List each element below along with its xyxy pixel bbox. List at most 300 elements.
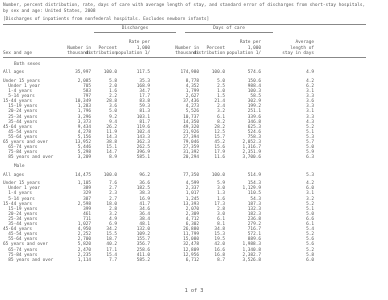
row-value: 14,350 <box>183 119 199 125</box>
row-value: 797 <box>83 94 91 100</box>
row-value: 8.7 <box>217 257 225 263</box>
row-label: 25-34 years <box>3 114 38 120</box>
header-days-number-line: Number in <box>175 45 199 51</box>
row-value: 387 <box>83 196 91 202</box>
row-value: 758.3 <box>247 134 261 140</box>
row-label: 75-84 years <box>3 252 38 258</box>
row-value: 2,052.3 <box>242 140 261 145</box>
row-value: 251.1 <box>247 109 261 115</box>
table-row <box>0 258 388 263</box>
row-value: 58.5 <box>250 94 261 100</box>
row-label: 65 years and over <box>3 242 48 248</box>
row-label: 15-19 years <box>3 104 38 110</box>
header-days-percent-line: Percent <box>206 45 225 51</box>
row-label: 85 years and over <box>3 257 54 263</box>
row-value: 5.1 <box>306 206 314 212</box>
row-value: 514.9 <box>247 172 261 178</box>
row-value: 15,080 <box>183 237 199 243</box>
row-label: Under 1 year <box>3 186 41 192</box>
row-value: 6.0 <box>306 186 314 192</box>
row-value: 3,296 <box>77 114 91 120</box>
row-value: 4,352 <box>185 83 199 89</box>
row-value: 5,298 <box>77 150 91 156</box>
row-value: 1.3 <box>217 191 225 197</box>
row-value: 27,394 <box>183 134 199 140</box>
row-value: 5,526 <box>185 109 199 115</box>
row-value: 182.3 <box>247 211 261 217</box>
row-label: 45-64 years <box>3 227 33 233</box>
row-value: 4,599 <box>185 181 199 187</box>
row-label: 15-44 years <box>3 201 33 207</box>
row-value: 1,283 <box>77 104 91 110</box>
row-label: 55-64 years <box>3 237 38 243</box>
title-line-3: [Discharges of inpatients from nonfederal hospitals. Excludes newborn infants] <box>3 17 210 22</box>
row-value: 4.2 <box>306 78 314 84</box>
row-value: 10,737 <box>183 114 199 120</box>
row-value: 5.4 <box>306 227 314 233</box>
row-value: 2.8 <box>217 206 225 212</box>
row-value: 1,027 <box>77 222 91 227</box>
row-value: 585.1 <box>136 155 150 161</box>
row-value: 38.3 <box>139 191 150 197</box>
row-label: 5-14 years <box>3 196 35 202</box>
row-value: 356.7 <box>136 242 150 248</box>
row-value: 15.4 <box>106 252 117 258</box>
row-value: 11.9 <box>106 129 117 135</box>
row-label: 65-74 years <box>3 145 38 151</box>
row-value: 3,373 <box>77 119 91 125</box>
row-value: 35.3 <box>139 78 150 84</box>
row-value: 155.7 <box>136 237 150 243</box>
row-value: 110.5 <box>247 191 261 197</box>
row-value: 5.0 <box>217 78 225 84</box>
row-value: 20,294 <box>183 155 199 161</box>
row-value: 1,245 <box>185 196 199 202</box>
row-label: 35-44 years <box>3 222 38 227</box>
row-value: 5.2 <box>306 201 314 207</box>
row-value: 1.0 <box>217 89 225 94</box>
row-value: 96.2 <box>139 172 150 178</box>
row-value: 5.9 <box>306 150 314 156</box>
row-value: 2.7 <box>109 196 117 202</box>
row-label: 45-54 years <box>3 232 38 238</box>
row-value: 711 <box>83 216 91 222</box>
row-value: 3,700.6 <box>242 155 261 161</box>
row-value: 150.6 <box>247 78 261 84</box>
section-heading: Both sexes <box>14 62 41 67</box>
row-value: 7.7 <box>109 257 117 263</box>
title-line-1: Number, percent distribution, rate, days of care with average length of stay, and standard error of discharges from short-stay hospitals, <box>3 3 366 8</box>
row-value: 705 <box>83 83 91 89</box>
row-value: 38.8 <box>106 140 117 145</box>
row-value: 21.4 <box>214 99 225 105</box>
row-value: 59.3 <box>139 104 150 110</box>
row-value: 17.9 <box>214 150 225 156</box>
row-value: 4.9 <box>306 70 314 76</box>
row-value: 583 <box>83 89 91 94</box>
row-label: 45-54 years <box>3 129 38 135</box>
row-value: 16.6 <box>214 247 225 253</box>
row-value: 236.8 <box>247 216 261 222</box>
row-value: 2,085 <box>77 78 91 84</box>
row-value: 6.1 <box>306 222 314 227</box>
row-value: 1.6 <box>217 196 225 202</box>
row-value: 625.3 <box>247 124 261 130</box>
row-value: 37,436 <box>183 99 199 105</box>
row-value: 26.2 <box>106 124 117 130</box>
row-value: 174,980 <box>180 70 199 76</box>
row-label: All ages <box>3 70 25 76</box>
row-value: 12,809 <box>183 247 199 253</box>
header-days-rate-line: population 1/ <box>226 51 261 56</box>
row-value: 199.2 <box>247 104 261 110</box>
row-value: 3.2 <box>306 196 314 202</box>
header-rate-line: 1,000 <box>136 45 150 51</box>
row-value: 31,392 <box>183 150 199 156</box>
row-value: 3,526.8 <box>242 257 261 263</box>
row-value: 13,952 <box>75 140 91 145</box>
row-value: 389 <box>83 186 91 192</box>
header-rate-line: population 1/ <box>115 51 150 56</box>
row-value: 8.9 <box>109 155 117 161</box>
row-value: 100.0 <box>103 172 117 178</box>
row-value: 102.4 <box>136 129 150 135</box>
row-value: 34.6 <box>139 206 150 212</box>
row-label: 15-44 years <box>3 99 33 105</box>
row-value: 411.0 <box>136 252 150 258</box>
row-label: 65 years and over <box>3 140 48 145</box>
header-bottom-rule <box>3 57 366 58</box>
row-value: 5.3 <box>306 134 314 140</box>
row-value: 399 <box>83 206 91 212</box>
row-value: 3.3 <box>306 104 314 110</box>
row-value: 2,470 <box>77 247 91 253</box>
header-days-rate-line: Rate per <box>239 40 261 46</box>
row-value: 100.0 <box>211 70 225 76</box>
row-value: 5.7 <box>306 140 314 145</box>
row-value: 79,046 <box>183 140 199 145</box>
row-value: 5.1 <box>306 129 314 135</box>
row-value: 27,359 <box>183 145 199 151</box>
page-number: 1 of 3 <box>184 288 204 294</box>
row-value: 81.7 <box>139 119 150 125</box>
row-label: 15-19 years <box>3 206 38 212</box>
row-value: 81.3 <box>139 109 150 115</box>
row-value: 119.6 <box>136 124 150 130</box>
row-value: 9,434 <box>77 124 91 130</box>
row-value: 11.6 <box>214 155 225 161</box>
row-value: 572.1 <box>247 232 261 238</box>
row-value: 5.2 <box>306 247 314 253</box>
row-value: 3.0 <box>217 186 225 192</box>
row-value: 2.4 <box>217 104 225 110</box>
row-value: 8.1 <box>217 222 225 227</box>
row-value: 2,351.9 <box>242 150 261 156</box>
row-label: Under 15 years <box>3 78 41 84</box>
row-value: 28.2 <box>214 124 225 130</box>
row-label: 45-64 years <box>3 124 33 130</box>
row-value: 5,156 <box>77 134 91 140</box>
row-value: 34.7 <box>139 89 150 94</box>
row-value: 3.3 <box>306 114 314 120</box>
row-value: 1,316.7 <box>242 145 261 151</box>
row-value: 14.3 <box>106 134 117 140</box>
row-label: Under 15 years <box>3 181 41 187</box>
row-value: 5.2 <box>306 232 314 238</box>
row-value: 4,712 <box>185 216 199 222</box>
header-average-stay-line: stay in days <box>282 51 314 56</box>
row-value: 21,926 <box>183 129 199 135</box>
row-value: 2.8 <box>109 206 117 212</box>
row-value: 17.7 <box>139 94 150 100</box>
row-label: 35-44 years <box>3 119 38 125</box>
header-sex-and-age: Sex and age <box>3 51 33 56</box>
row-value: 154.3 <box>247 181 261 187</box>
row-value: 574.6 <box>247 70 261 76</box>
row-value: 132.3 <box>247 206 261 212</box>
row-value: 5.0 <box>109 109 117 115</box>
row-value: 1,129.9 <box>242 186 261 192</box>
days-spanner-rule <box>185 32 273 33</box>
row-value: 100.0 <box>103 70 117 76</box>
row-label: 1-4 years <box>3 191 33 197</box>
row-value: 1,799 <box>185 89 199 94</box>
row-value: 3.3 <box>306 94 314 100</box>
header-percent-line: Percent <box>98 45 117 51</box>
row-value: 5.0 <box>306 145 314 151</box>
row-value: 8.2 <box>217 119 225 125</box>
row-value: 9.4 <box>109 119 117 125</box>
row-value: 2,598 <box>77 201 91 207</box>
header-number-line: Number in <box>67 45 91 51</box>
row-value: 10,349 <box>75 99 91 105</box>
row-value: 77,350 <box>183 172 199 178</box>
row-value: 38.4 <box>139 216 150 222</box>
row-value: 182.5 <box>136 186 150 192</box>
row-label: Under 1 year <box>3 83 41 89</box>
row-value: 19.5 <box>214 237 225 243</box>
header-number-line: thousands <box>67 51 91 56</box>
row-value: 524.6 <box>247 129 261 135</box>
row-value: 18.0 <box>106 201 117 207</box>
row-value: 302.9 <box>247 99 261 105</box>
row-value: 1,340.8 <box>242 247 261 253</box>
row-value: 2.2 <box>109 94 117 100</box>
row-value: 117.5 <box>136 70 150 76</box>
row-value: 36.6 <box>139 181 150 187</box>
row-value: 258.6 <box>136 247 150 253</box>
row-value: 12.5 <box>214 129 225 135</box>
row-value: 26,880 <box>183 227 199 233</box>
header-average-stay-line: length of <box>290 45 314 51</box>
row-value: 6.3 <box>306 155 314 161</box>
row-value: 3.6 <box>109 104 117 110</box>
row-value: 4.9 <box>109 216 117 222</box>
row-value: 2.5 <box>217 83 225 89</box>
row-value: 2,309 <box>185 211 199 217</box>
row-value: 15.7 <box>214 134 225 140</box>
row-value: 5.6 <box>306 237 314 243</box>
row-value: 1,988.3 <box>242 242 261 248</box>
row-value: 889.6 <box>247 237 261 243</box>
row-value: 346.8 <box>247 119 261 125</box>
row-value: 3.1 <box>306 191 314 197</box>
row-value: 187.3 <box>247 201 261 207</box>
row-value: 6.1 <box>217 216 225 222</box>
row-value: 100.0 <box>211 172 225 178</box>
row-value: 40.2 <box>106 242 117 248</box>
row-value: 329 <box>83 191 91 197</box>
row-value: 396.9 <box>136 150 150 156</box>
row-value: 5.3 <box>306 172 314 178</box>
row-value: 3.1 <box>306 109 314 115</box>
row-value: 42.0 <box>214 242 225 248</box>
section-heading: Male <box>14 164 25 170</box>
row-value: 6.9 <box>109 222 117 227</box>
row-value: 15.1 <box>106 145 117 151</box>
row-value: 5.8 <box>306 252 314 258</box>
row-value: 5,446 <box>77 145 91 151</box>
row-label: 20-24 years <box>3 109 38 115</box>
header-percent-line: distribution <box>85 51 117 56</box>
row-value: 716.7 <box>247 227 261 233</box>
row-value: 16.9 <box>139 196 150 202</box>
row-value: 6.2 <box>306 83 314 89</box>
row-value: 15.6 <box>214 145 225 151</box>
row-value: 3.1 <box>306 89 314 94</box>
header-days-percent-line: distribution <box>193 51 225 56</box>
row-value: 3.2 <box>217 109 225 115</box>
row-value: 1.6 <box>109 89 117 94</box>
row-value: 279.2 <box>247 222 261 227</box>
row-value: 49,320 <box>183 124 199 130</box>
row-value: 48.1 <box>139 222 150 227</box>
row-value: 5.8 <box>109 78 117 84</box>
row-value: 6.1 <box>217 114 225 120</box>
row-value: 132.0 <box>136 227 150 233</box>
row-value: 585.2 <box>136 257 150 263</box>
row-value: 17.1 <box>106 247 117 253</box>
row-value: 12,956 <box>183 252 199 258</box>
row-label: 75-84 years <box>3 150 38 156</box>
row-value: 1.5 <box>217 94 225 100</box>
row-value: 16.8 <box>214 252 225 258</box>
row-value: 5,820 <box>77 242 91 248</box>
row-label: All ages <box>3 172 25 178</box>
row-value: 109.2 <box>136 232 150 238</box>
row-value: 143.3 <box>136 134 150 140</box>
row-value: 7.6 <box>109 181 117 187</box>
row-value: 41.7 <box>139 201 150 207</box>
table-row <box>0 155 388 160</box>
row-value: 5.9 <box>217 181 225 187</box>
row-value: 5.6 <box>306 242 314 248</box>
row-value: 34.8 <box>214 227 225 233</box>
row-value: 11,799 <box>183 232 199 238</box>
row-value: 2,252 <box>77 232 91 238</box>
row-value: 32,478 <box>183 242 199 248</box>
row-value: 2,337 <box>185 186 199 192</box>
row-value: 3,209 <box>77 155 91 161</box>
row-value: 9.2 <box>109 114 117 120</box>
row-value: 103.1 <box>136 114 150 120</box>
row-value: 1,105 <box>77 181 91 187</box>
row-value: 5.0 <box>306 211 314 217</box>
row-value: 4,278 <box>77 129 91 135</box>
row-value: 2,235 <box>77 252 91 258</box>
header-days-rate-line: 1,000 <box>247 45 261 51</box>
row-value: 6,712 <box>185 257 199 263</box>
row-label: 65-74 years <box>3 247 38 253</box>
row-value: 2.7 <box>109 186 117 192</box>
header-rate-line: Rate per <box>128 40 150 46</box>
discharges-spanner: Discharges <box>121 26 149 31</box>
row-value: 6.6 <box>306 216 314 222</box>
row-value: 14,475 <box>75 172 91 178</box>
row-value: 1,796 <box>77 109 91 115</box>
title-line-2: by sex and age: United States, 2008 <box>3 8 96 14</box>
row-label: 85 years and over <box>3 155 54 161</box>
row-value: 14.7 <box>106 150 117 156</box>
table-top-rule <box>3 24 366 25</box>
row-value: 13,393 <box>183 201 199 207</box>
header-average-stay-line: Average <box>295 40 314 46</box>
row-value: 6.0 <box>306 257 314 263</box>
row-value: 6,302 <box>185 222 199 227</box>
row-value: 3.0 <box>217 211 225 217</box>
row-value: 2.0 <box>109 83 117 89</box>
row-value: 2,700 <box>77 237 91 243</box>
row-value: 8,778 <box>185 78 199 84</box>
row-value: 45.2 <box>214 140 225 145</box>
row-value: 100.3 <box>247 89 261 94</box>
table-row <box>0 70 388 75</box>
row-value: 339.6 <box>247 114 261 120</box>
row-value: 2,627 <box>185 94 199 100</box>
row-label: 25-34 years <box>3 216 38 222</box>
row-value: 15.5 <box>106 232 117 238</box>
row-value: 3.2 <box>109 211 117 217</box>
row-value: 362.3 <box>136 140 150 145</box>
row-value: 54.3 <box>250 196 261 202</box>
row-value: 36.4 <box>139 211 150 217</box>
discharges-spanner-rule <box>94 32 176 33</box>
row-value: 168.9 <box>136 83 150 89</box>
row-value: 1,114 <box>77 257 91 263</box>
row-value: 262.5 <box>136 145 150 151</box>
row-value: 28.8 <box>106 99 117 105</box>
row-value: 4,273 <box>185 104 199 110</box>
row-value: 988.4 <box>247 83 261 89</box>
row-value: 83.8 <box>139 99 150 105</box>
row-value: 1,017 <box>185 191 199 197</box>
row-value: 3.6 <box>306 99 314 105</box>
row-value: 18.7 <box>106 237 117 243</box>
row-value: 4.2 <box>306 181 314 187</box>
row-value: 461 <box>83 211 91 217</box>
row-value: 34.2 <box>106 227 117 233</box>
row-label: 1-4 years <box>3 89 33 94</box>
days-of-care-spanner: Days of care <box>213 26 245 31</box>
row-value: 35,997 <box>75 70 91 76</box>
row-value: 2,382.7 <box>242 252 261 258</box>
row-value: 2,070 <box>185 206 199 212</box>
row-value: 17.3 <box>214 201 225 207</box>
row-label: 5-14 years <box>3 94 35 100</box>
table-row <box>0 173 388 178</box>
row-value: 4,950 <box>77 227 91 233</box>
row-label: 55-64 years <box>3 134 38 140</box>
